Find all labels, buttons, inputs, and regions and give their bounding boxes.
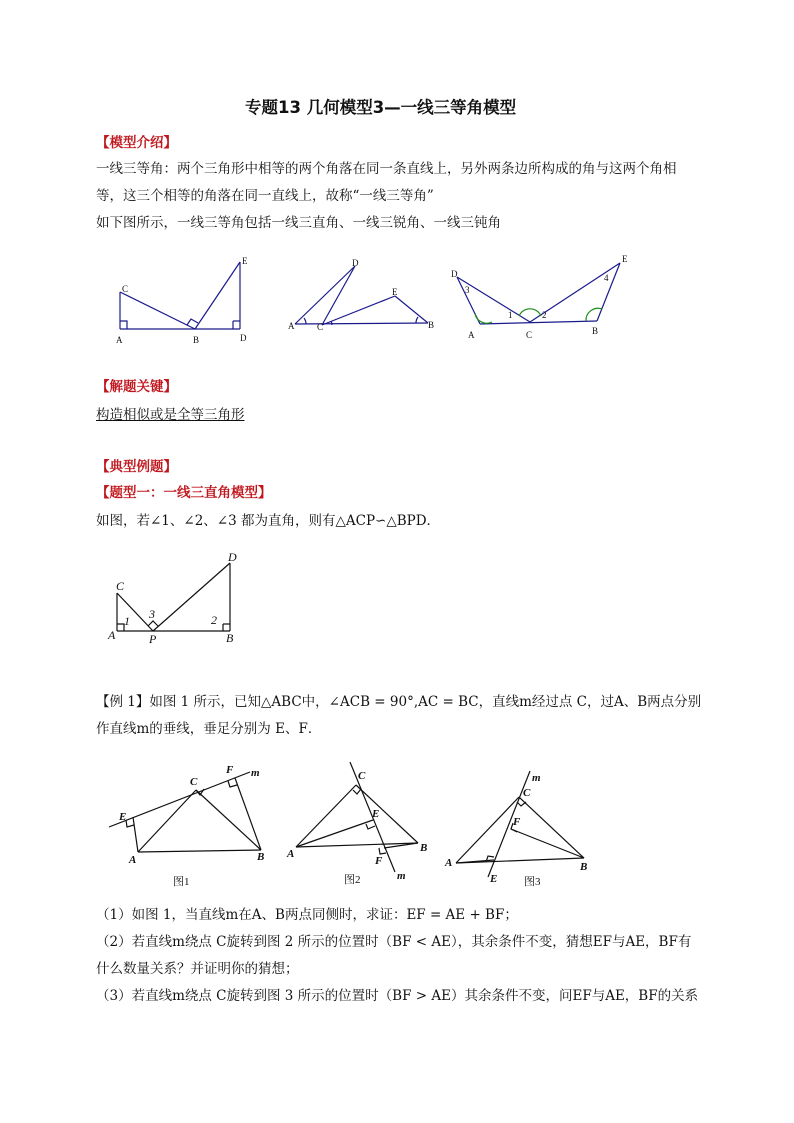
label: m xyxy=(532,772,541,784)
page-title: 专题13 几何模型3—一线三等角模型 xyxy=(245,98,517,117)
label: A xyxy=(288,321,295,331)
example1-line-1: 【例 1】如图 1 所示，已知△ABC中，∠ACB = 90°,AC = BC，直线m经过点 C，过A、B两点分别 xyxy=(96,694,702,710)
label: C xyxy=(116,579,125,593)
label: A xyxy=(468,330,475,340)
label: F xyxy=(513,816,521,828)
intro-line-1: 一线三等角：两个三角形中相等的两个角落在同一条直线上，另外两条边所构成的角与这两个角相 xyxy=(96,161,677,177)
label: E xyxy=(392,287,398,297)
label: C xyxy=(122,284,129,294)
label: 4 xyxy=(604,273,609,283)
label: E xyxy=(490,873,498,885)
question-1: （1）如图 1，当直线m在A、B两点同侧时，求证：EF = AE + BF； xyxy=(96,907,518,923)
label: D xyxy=(352,258,359,268)
label: D xyxy=(240,333,247,343)
section-key: 【解题关键】 xyxy=(96,379,177,395)
intro-line-3: 如下图所示，一线三等角包括一线三直角、一线三锐角、一线三钝角 xyxy=(96,215,501,231)
label: B xyxy=(226,631,234,645)
label: D xyxy=(228,550,237,564)
question-2-line-1: （2）若直线m绕点 C旋转到图 2 所示的位置时（BF < AE），其余条件不变，猜想EF与AE，BF有 xyxy=(96,934,692,950)
key-text: 构造相似或是全等三角形 xyxy=(96,407,245,423)
label: A xyxy=(129,854,137,866)
label: E xyxy=(119,811,127,823)
figure-caption: 图2 xyxy=(344,874,361,886)
intro-line-2: 等，这三个相等的角落在同一直线上，故称“一线三等角” xyxy=(96,188,434,204)
label: B xyxy=(420,842,428,854)
label: 3 xyxy=(465,285,470,295)
type1-heading: 【题型一：一线三直角模型】 xyxy=(96,485,272,501)
label: C xyxy=(358,770,366,782)
label: B xyxy=(257,851,265,863)
label: P xyxy=(149,632,157,646)
figure-model-right-angle xyxy=(120,262,240,329)
label: B xyxy=(193,335,200,345)
label: E xyxy=(242,256,248,266)
example1-line-2: 作直线m的垂线，垂足分别为 E、F． xyxy=(96,721,322,737)
label: E xyxy=(372,808,380,820)
section-model-intro: 【模型介绍】 xyxy=(96,135,177,151)
figure-example-1 xyxy=(109,772,261,852)
label: F xyxy=(226,764,234,776)
label: B xyxy=(580,861,588,873)
figure-example-2 xyxy=(296,762,418,872)
label: A xyxy=(445,857,453,869)
label: F xyxy=(375,855,383,867)
label: C xyxy=(526,330,533,340)
label: A xyxy=(116,335,123,345)
figure-caption: 图1 xyxy=(173,876,190,888)
label: B xyxy=(428,320,435,330)
question-3: （3）若直线m绕点 C旋转到图 3 所示的位置时（BF > AE）其余条件不变，问EF与AE，BF的关系 xyxy=(96,988,699,1004)
label: 2 xyxy=(211,613,217,627)
type1-text: 如图，若∠1、∠2、∠3 都为直角，则有△ACP∽△BPD． xyxy=(96,513,441,529)
figure-caption: 图3 xyxy=(524,876,541,888)
label: A xyxy=(108,628,116,642)
label: B xyxy=(592,326,599,336)
label: 1 xyxy=(124,614,130,628)
section-examples: 【典型例题】 xyxy=(96,459,177,475)
label: E xyxy=(622,254,628,264)
label: 1 xyxy=(508,310,513,320)
label: 3 xyxy=(149,607,155,621)
label: m xyxy=(251,767,260,779)
label: A xyxy=(287,848,295,860)
label: 2 xyxy=(542,310,547,320)
figure-model-acute xyxy=(295,266,428,325)
label: C xyxy=(190,776,198,788)
label: m xyxy=(397,870,406,882)
label: D xyxy=(451,269,458,279)
figure-model-obtuse xyxy=(457,263,620,324)
label: C xyxy=(317,322,324,332)
question-2-line-2: 什么数量关系？并证明你的猜想； xyxy=(96,961,299,977)
label: C xyxy=(523,787,531,799)
